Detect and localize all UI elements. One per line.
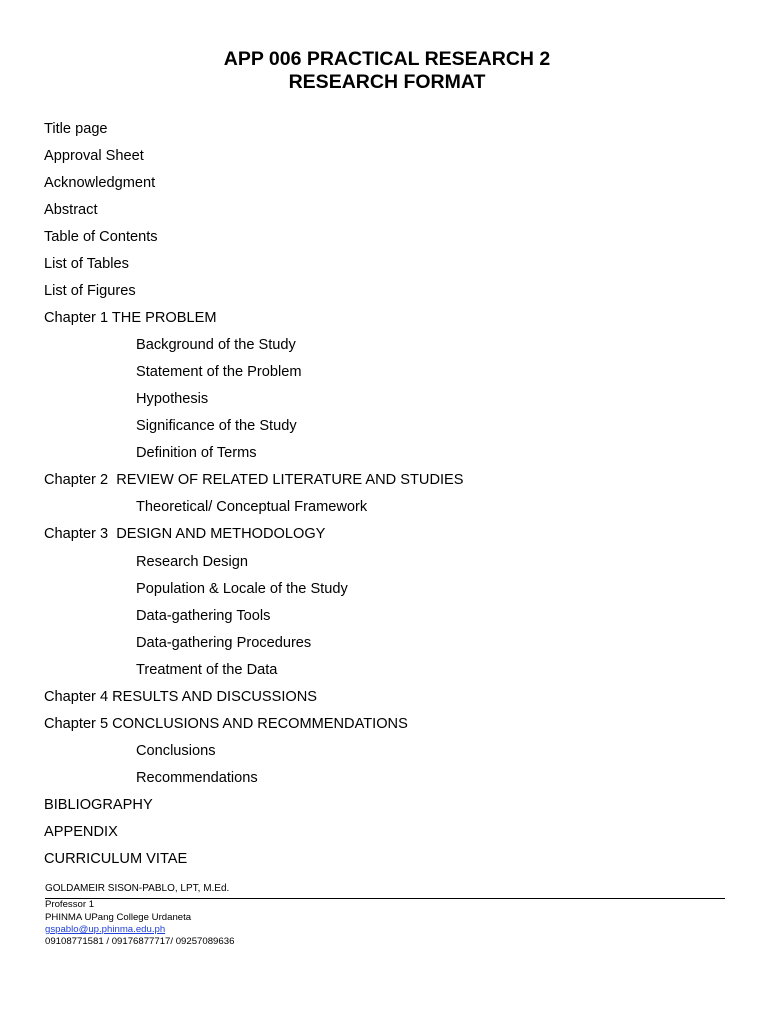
footer-divider	[45, 898, 725, 899]
toc-subitem-statement-of-problem: Statement of the Problem	[136, 364, 302, 380]
toc-item-title-page: Title page	[44, 121, 108, 137]
toc-item-chapter-4: Chapter 4 RESULTS AND DISCUSSIONS	[44, 689, 318, 705]
toc-subitem-framework: Theoretical/ Conceptual Framework	[136, 499, 368, 515]
toc-subitem-treatment-of-data: Treatment of the Data	[136, 662, 278, 678]
footer-phones: 09108771581 / 09176877717/ 09257089636	[45, 936, 235, 947]
toc-item-bibliography: BIBLIOGRAPHY	[44, 797, 153, 813]
toc-subitem-definition-of-terms: Definition of Terms	[136, 445, 257, 461]
toc-item-chapter-3: Chapter 3 DESIGN AND METHODOLOGY	[44, 526, 326, 542]
toc-item-approval-sheet: Approval Sheet	[44, 148, 144, 164]
toc-subitem-data-gathering-procedures: Data-gathering Procedures	[136, 635, 312, 651]
toc-subitem-population-locale: Population & Locale of the Study	[136, 581, 348, 597]
toc-item-acknowledgment: Acknowledgment	[44, 175, 156, 191]
document-title: APP 006 PRACTICAL RESEARCH 2	[223, 48, 551, 70]
footer-email-link[interactable]: gspablo@up.phinma.edu.ph	[45, 924, 166, 935]
toc-item-table-of-contents: Table of Contents	[44, 229, 158, 245]
toc-subitem-conclusions: Conclusions	[136, 743, 216, 759]
toc-subitem-research-design: Research Design	[136, 554, 248, 570]
toc-item-list-of-figures: List of Figures	[44, 283, 136, 299]
footer-position: Professor 1	[45, 899, 95, 910]
toc-item-abstract: Abstract	[44, 202, 98, 218]
toc-subitem-background: Background of the Study	[136, 337, 296, 353]
document-subtitle: RESEARCH FORMAT	[288, 71, 486, 93]
toc-item-list-of-tables: List of Tables	[44, 256, 129, 272]
toc-item-curriculum-vitae: CURRICULUM VITAE	[44, 851, 188, 867]
toc-item-appendix: APPENDIX	[44, 824, 118, 840]
toc-subitem-hypothesis: Hypothesis	[136, 391, 209, 407]
toc-subitem-recommendations: Recommendations	[136, 770, 258, 786]
toc-item-chapter-2: Chapter 2 REVIEW OF RELATED LITERATURE AND STUDIES	[44, 472, 464, 488]
footer-author-name: GOLDAMEIR SISON-PABLO, LPT, M.Ed.	[45, 883, 230, 894]
footer-institution: PHINMA UPang College Urdaneta	[45, 912, 192, 923]
toc-item-chapter-1: Chapter 1 THE PROBLEM	[44, 310, 217, 326]
toc-subitem-data-gathering-tools: Data-gathering Tools	[136, 608, 271, 624]
toc-subitem-significance: Significance of the Study	[136, 418, 297, 434]
toc-item-chapter-5: Chapter 5 CONCLUSIONS AND RECOMMENDATIONS	[44, 716, 408, 732]
